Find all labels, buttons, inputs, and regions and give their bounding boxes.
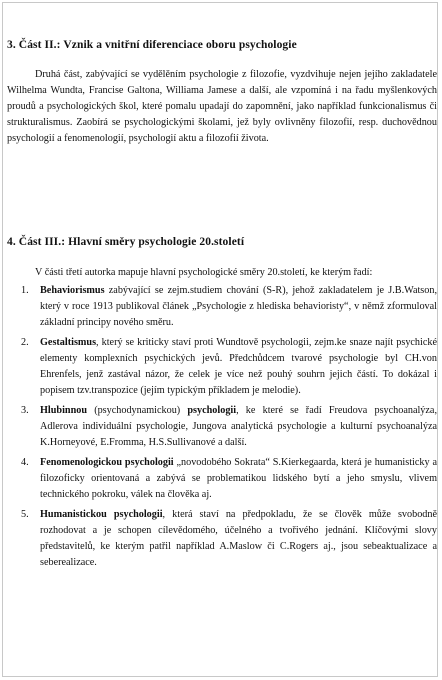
list-item-number: 4.	[21, 457, 29, 468]
list-item-term: Humanistickou psychologii	[40, 509, 163, 520]
list-item	[7, 283, 437, 331]
list-item-number: 1.	[21, 285, 29, 296]
list-item-term: Gestaltismus	[40, 337, 97, 348]
list-item-number: 3.	[21, 405, 29, 416]
section-paragraph-part-2: Druhá část, zabývající se vydělěním psychologie z filozofie, vyzdvihuje nejen jejího zakladatele Wilhelma Wundta, Francise Galtona, Williama Jamese a další, ale vzpomíná i na řadu myšlenkových proudů a psychologických škol, které pomalu upadají do zapomnění, jako například funkcionalismus či strukturalismus. Zaobírá se psychologickými školami, jež byly ovlivněny filozofií, resp. duchovědnou psychologií a fenomenologií, psychologií aktu a filozofií života.	[7, 69, 437, 144]
list-item-number: 2.	[21, 337, 29, 348]
section-intro-part-3: V části třetí autorka mapuje hlavní psychologické směry 20.století, ke kterým řadí:	[35, 267, 373, 278]
list-item-term: Behaviorismus	[40, 285, 105, 296]
list-item-text-mid: (psychodynamickou)	[87, 405, 188, 416]
list-item-text: , která staví na předpokladu, že se člověk může svobodně rozhodovat a je schopen cílevědomého, účelného a tvořivého jednání. Klíčovými slovy představitelů, ke kterým patřil například A.Maslow či C.Rogers aj., jsou sebeaktualizace a seberealizace.	[40, 509, 437, 568]
list-item-text: , který se kriticky staví proti Wundtově psychologii, zejm.ke snaze najít psychické elementy komplexních psychických jevů. Předchůdcem tvarové psychologie byl CH.von Ehrenfels, jenž zastával názor, že celek je více než pouhý souhrn jejich částí. To dokázal i popisem tzv.transpozice (jejím typickým příkladem je melodie).	[40, 337, 437, 396]
section-heading-part-2: 3. Část II.: Vznik a vnitřní diferenciace oboru psychologie	[7, 39, 297, 51]
list-item-term: Fenomenologickou psychologii	[40, 457, 174, 468]
list-item-text: „novodobého Sokrata“ S.Kierkegaarda, která je humanisticky a filozoficky orientovaná a zabývá se problematikou lidského bytí a jeho smyslu, vlivem technického pokroku, válek na člověka aj.	[40, 457, 437, 500]
list-item-text: zabývající se zejm.studiem chování (S-R), jehož zakladatelem je J.B.Watson, který v roce 1913 publikoval článek „Psychologie z hlediska behavioristy“, v němž zformuloval základní principy nového směru.	[40, 285, 437, 328]
list-item-number: 5.	[21, 509, 29, 520]
list-item	[7, 455, 437, 503]
list-item	[7, 507, 437, 571]
psychology-directions-list	[7, 283, 437, 575]
list-item-term: Hlubinnou	[40, 405, 88, 416]
section-heading-part-3: 4. Část III.: Hlavní směry psychologie 20.století	[7, 236, 245, 248]
list-item-text: , ke které se řadí Freudova psychoanalýza, Adlerova individuální psychologie, Jungova analytická psychologie a kulturní psychoanalýza K.Horneyové, E.Fromma, H.S.Sullivanové a další.	[40, 405, 437, 448]
document-page	[2, 2, 438, 677]
list-item	[7, 403, 437, 451]
list-item-term-2: psychologii	[187, 405, 237, 416]
list-item	[7, 335, 437, 399]
